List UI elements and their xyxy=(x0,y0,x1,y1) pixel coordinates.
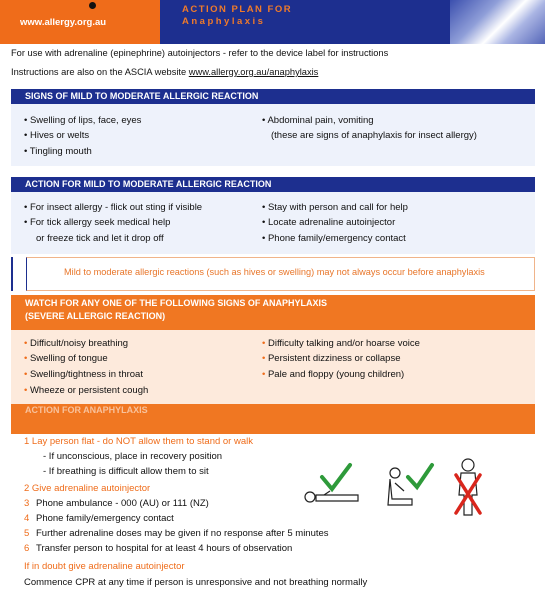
list-item: • Swelling of lips, face, eyes xyxy=(24,115,142,126)
anaphylaxis-action-heading: ACTION FOR ANAPHYLAXIS xyxy=(25,405,148,415)
mild-action-heading: ACTION FOR MILD TO MODERATE ALLERGIC REACTION xyxy=(11,177,535,192)
note-left-rule xyxy=(11,257,13,291)
step-1-sub: - If unconscious, place in recovery position xyxy=(43,451,223,462)
list-item: • Locate adrenaline autoinjector xyxy=(262,217,396,228)
header-url[interactable]: www.allergy.org.au xyxy=(20,17,107,28)
header-decorative-swirl xyxy=(450,0,545,44)
list-item: • Tingling mouth xyxy=(24,146,92,157)
intro-line-2 xyxy=(11,67,318,77)
intro-text: Instructions are also on the ASCIA website xyxy=(11,67,189,77)
title-line-2: Anaphylaxis xyxy=(182,16,266,27)
list-item: • For tick allergy seek medical help xyxy=(24,217,171,228)
check-icon xyxy=(322,465,350,489)
step-1: 1 Lay person flat - do NOT allow them to stand or walk xyxy=(24,436,253,447)
lying-person-icon xyxy=(305,491,358,502)
check-icon xyxy=(408,465,432,487)
heading-line-2: (SEVERE ALLERGIC REACTION) xyxy=(25,311,166,321)
list-item: • Phone family/emergency contact xyxy=(262,233,406,244)
ascia-link[interactable]: www.allergy.org.au/anaphylaxis xyxy=(188,67,319,77)
title-line-1: ACTION PLAN FOR xyxy=(182,4,293,15)
heading-line-1: WATCH FOR ANY ONE OF THE FOLLOWING SIGNS OF ANAPHYLAXIS xyxy=(25,298,328,308)
list-item: • Swelling of tongue xyxy=(24,353,108,364)
step-2: 2 Give adrenaline autoinjector xyxy=(24,483,151,494)
page-title xyxy=(182,4,292,27)
step-5: 5 Further adrenaline doses may be given if no response after 5 minutes xyxy=(24,528,329,539)
positions-illustration xyxy=(300,455,525,525)
step-3: 3 Phone ambulance - 000 (AU) or 111 (NZ) xyxy=(24,498,209,509)
list-item: • Stay with person and call for help xyxy=(262,202,408,213)
list-item: • Abdominal pain, vomiting xyxy=(262,115,374,126)
list-item-note: (these are signs of anaphylaxis for insect allergy) xyxy=(271,130,477,141)
intro-line-1: For use with adrenaline (epinephrine) autoinjectors - refer to the device label for instructions xyxy=(11,48,389,58)
header-banner xyxy=(0,0,545,44)
anaphylaxis-signs-heading xyxy=(11,295,535,330)
header-dot-icon xyxy=(89,2,96,9)
list-item: • Pale and floppy (young children) xyxy=(262,369,405,380)
note-text: Mild to moderate allergic reactions (such as hives or swelling) may not always occur before anaphylaxis xyxy=(64,267,485,277)
cpr-text: Commence CPR at any time if person is unresponsive and not breathing normally xyxy=(24,577,368,588)
list-item: • Difficulty talking and/or hoarse voice xyxy=(262,338,420,349)
standing-person-crossed-icon xyxy=(456,459,480,515)
list-item-continued: or freeze tick and let it drop off xyxy=(36,233,164,244)
list-item: • For insect allergy - flick out sting if visible xyxy=(24,202,203,213)
mild-signs-heading: SIGNS OF MILD TO MODERATE ALLERGIC REACTION xyxy=(11,89,535,104)
note-box xyxy=(26,257,535,291)
step-4: 4 Phone family/emergency contact xyxy=(24,513,174,524)
step-1-sub: - If breathing is difficult allow them to sit xyxy=(43,466,209,477)
in-doubt-text: If in doubt give adrenaline autoinjector xyxy=(24,561,185,572)
list-item: • Hives or welts xyxy=(24,130,90,141)
step-6: 6 Transfer person to hospital for at least 4 hours of observation xyxy=(24,543,293,554)
list-item: • Persistent dizziness or collapse xyxy=(262,353,401,364)
sitting-person-icon xyxy=(388,468,412,505)
list-item: • Difficult/noisy breathing xyxy=(24,338,129,349)
list-item: • Wheeze or persistent cough xyxy=(24,385,149,396)
list-item: • Swelling/tightness in throat xyxy=(24,369,143,380)
